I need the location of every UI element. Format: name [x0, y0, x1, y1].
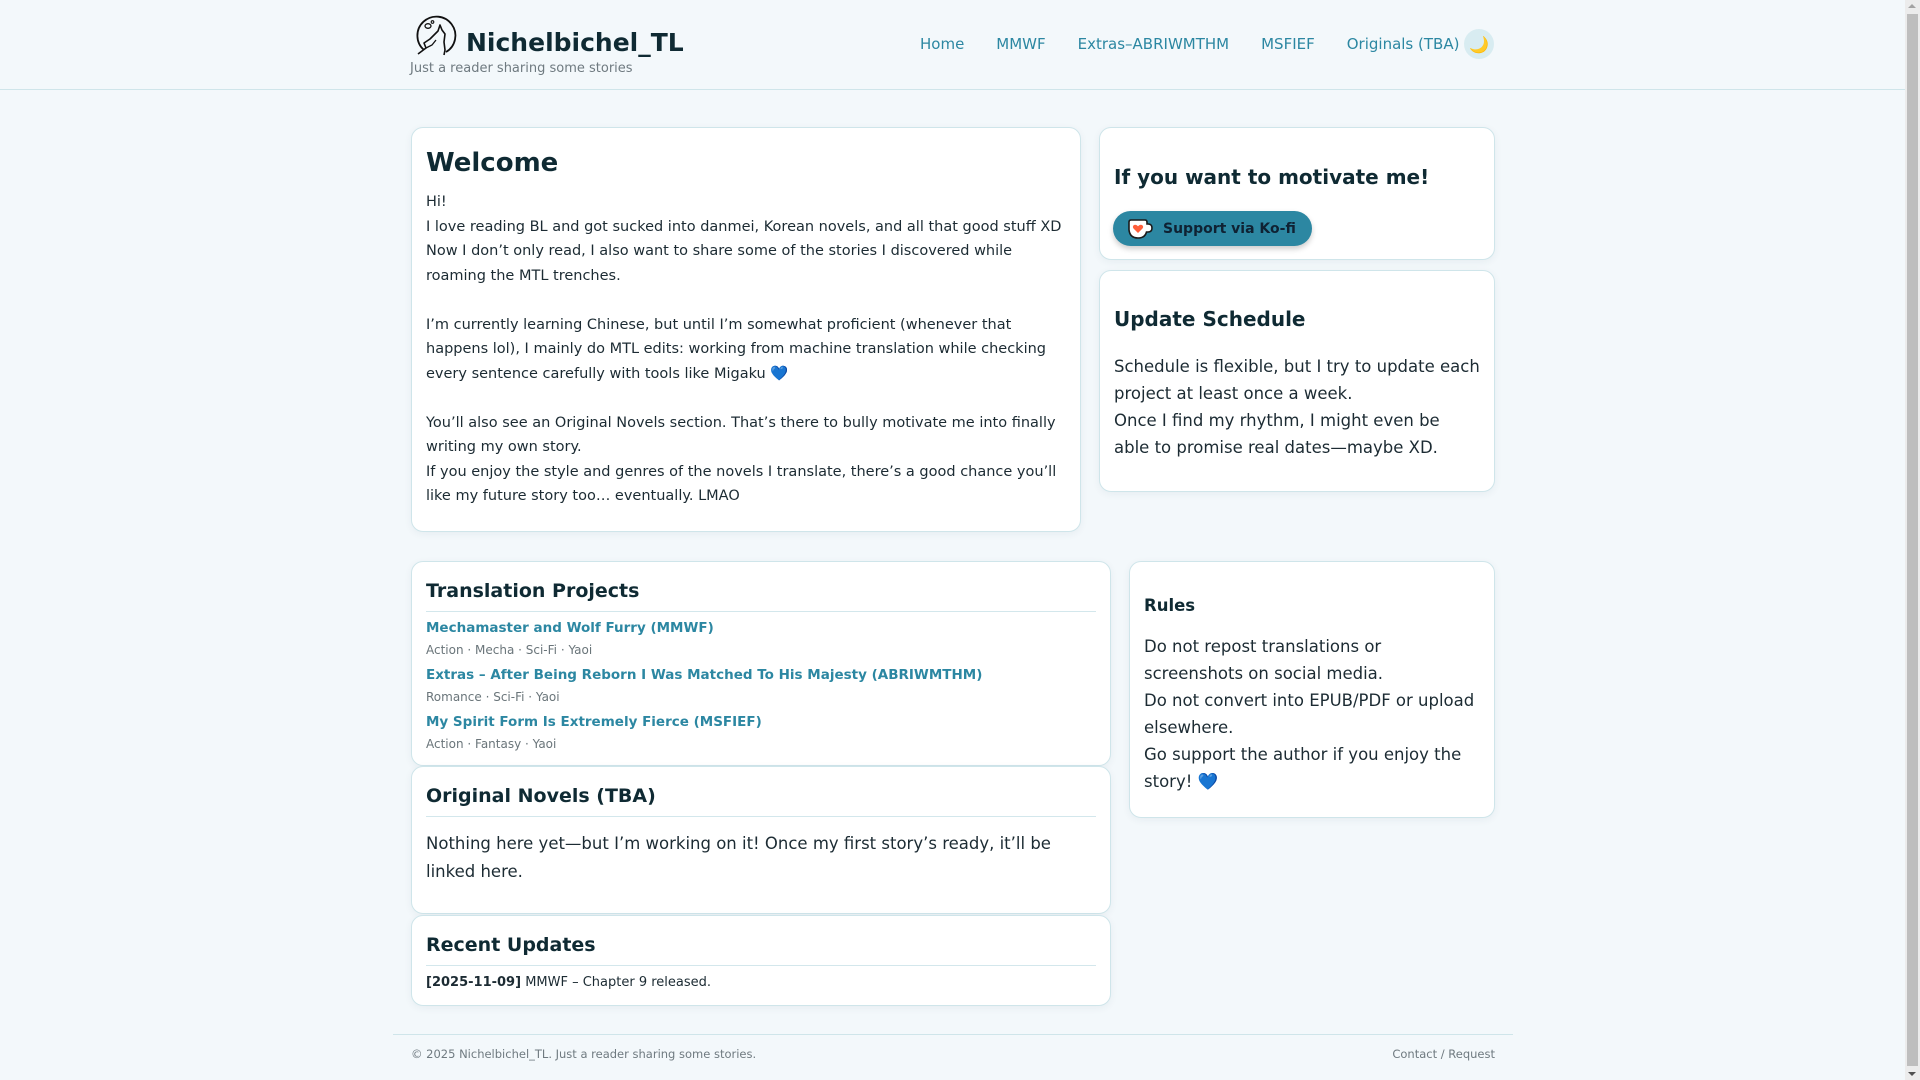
nav-originals[interactable]: Originals (TBA) [1346, 35, 1460, 53]
project-tags: Action · Mecha · Sci-Fi · Yaoi [426, 643, 593, 657]
welcome-title: Welcome [426, 148, 559, 178]
project-link-msfief[interactable]: My Spirit Form Is Extremely Fierce (MSFIEF) [426, 714, 762, 730]
moon-icon: 🌙 [1469, 34, 1489, 54]
welcome-greeting: Hi! [426, 194, 447, 210]
welcome-card [411, 127, 1081, 532]
howling-wolf-moon-icon[interactable] [412, 12, 458, 58]
site-tagline: Just a reader sharing some stories [410, 61, 633, 76]
rules-card [1129, 561, 1495, 818]
kofi-button-label: Support via Ko-fi [1163, 220, 1296, 237]
schedule-line-1: Schedule is flexible, but I try to update each project at least once a week. [1114, 357, 1480, 403]
project-tags: Romance · Sci-Fi · Yaoi [426, 690, 560, 704]
scrollbar-thumb[interactable] [1907, 14, 1918, 1066]
update-item [426, 975, 1096, 990]
scroll-up-arrow-icon[interactable] [1908, 4, 1916, 8]
kofi-card [1099, 127, 1495, 260]
kofi-support-button[interactable] [1113, 211, 1312, 246]
vertical-scrollbar[interactable] [1905, 0, 1920, 1080]
recent-title: Recent Updates [426, 934, 1096, 966]
main-nav [920, 35, 1491, 53]
rule-item: Do not repost translations or screenshots on social media. [1144, 637, 1384, 683]
schedule-title: Update Schedule [1114, 307, 1306, 331]
welcome-originals-line-2: If you enjoy the style and genres of the novels I translate, there’s a good chance you’ll like my future story too… eventually. LMAO [426, 463, 1057, 504]
kofi-title: If you want to motivate me! [1114, 165, 1430, 189]
theme-toggle-button[interactable] [1464, 29, 1494, 59]
welcome-intro-line-2: Now I don’t only read, I also want to share some of the stories I discovered while roaming the MTL trenches. [426, 243, 1013, 284]
rules-title: Rules [1144, 596, 1196, 615]
schedule-line-2: Once I find my rhythm, I might even be able to promise real dates—maybe XD. [1114, 411, 1440, 457]
site-header [0, 0, 1905, 90]
original-text: Nothing here yet—but I’m working on it! Once my first story’s ready, it’ll be linked here. [426, 834, 1051, 881]
recent-updates-card [411, 915, 1111, 1006]
nav-home[interactable]: Home [920, 35, 965, 53]
rule-item: Go support the author if you enjoy the story! 💙 [1144, 745, 1462, 791]
original-novels-card [411, 766, 1111, 914]
projects-title: Translation Projects [426, 580, 1096, 612]
scroll-down-arrow-icon[interactable] [1908, 1072, 1916, 1076]
project-item [426, 619, 1096, 659]
rule-item: Do not convert into EPUB/PDF or upload elsewhere. [1144, 691, 1475, 737]
project-item [426, 713, 1096, 753]
nav-extras-abriwmthm[interactable]: Extras–ABRIWMTHM [1077, 35, 1230, 53]
site-footer [393, 1034, 1513, 1080]
project-link-mmwf[interactable]: Mechamaster and Wolf Furry (MMWF) [426, 620, 714, 636]
nav-mmwf[interactable]: MMWF [996, 35, 1046, 53]
site-title[interactable]: Nichelbichel_TL [466, 28, 684, 57]
copyright-text: © 2025 Nichelbichel_TL. Just a reader sharing some stories. [411, 1047, 757, 1061]
update-date: [2025-11-09] [426, 975, 522, 990]
translation-projects-card [411, 561, 1111, 766]
project-tags: Action · Fantasy · Yaoi [426, 737, 557, 751]
kofi-cup-icon [1127, 218, 1153, 240]
contact-request-link[interactable]: Contact / Request [1392, 1047, 1495, 1061]
welcome-learning-paragraph: I’m currently learning Chinese, but until I’m somewhat proficient (whenever that happens lol), I mainly do MTL edits: working from machine translation while checking every sentence carefully with tools like Migaku 💙 [426, 316, 1047, 382]
original-title: Original Novels (TBA) [426, 785, 1096, 817]
nav-msfief[interactable]: MSFIEF [1261, 35, 1315, 53]
update-text: MMWF – Chapter 9 released. [525, 975, 712, 990]
welcome-intro-line-1: I love reading BL and got sucked into danmei, Korean novels, and all that good stuff XD [426, 218, 1062, 235]
update-schedule-card [1099, 270, 1495, 492]
welcome-originals-line-1: You’ll also see an Original Novels section. That’s there to bully motivate me into finally writing my own story. [426, 414, 1056, 455]
project-link-abriwmthm[interactable]: Extras – After Being Reborn I Was Matched To His Majesty (ABRIWMTHM) [426, 667, 983, 683]
project-item [426, 666, 1096, 706]
